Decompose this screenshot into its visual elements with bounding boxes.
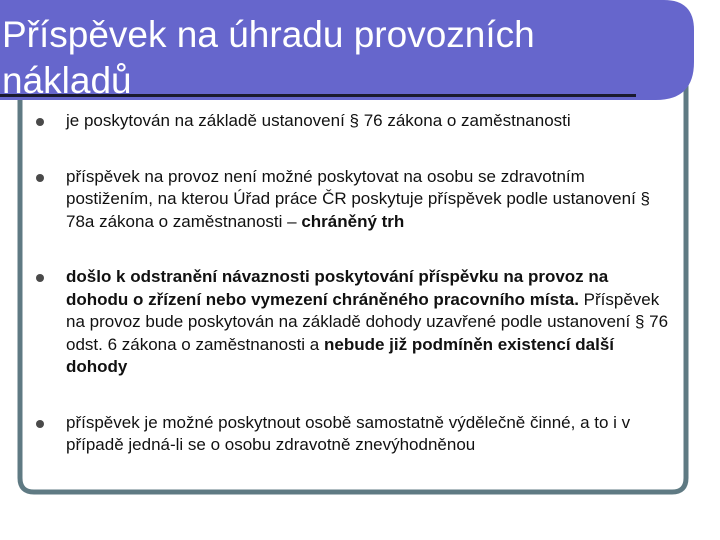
bullet-text: Příspěvek na provoz bude poskytován na základě dohody uzavřené podle ustanovení § 76 odst. 6 zákona o zaměstnanosti a bbox=[66, 289, 669, 354]
bullet-item-legal-basis bbox=[34, 110, 674, 133]
bullet-text-bold: došlo k odstranění návaznosti poskytování příspěvku na provoz na dohodu o zřízení nebo vymezení chráněného pracovního místa. bbox=[66, 267, 609, 309]
bullet-item-self-employed bbox=[34, 412, 674, 457]
bullet-item-agreement bbox=[34, 266, 674, 379]
bullet-item-restriction bbox=[34, 166, 674, 234]
bullet-text-bold: chráněný trh bbox=[301, 211, 405, 231]
bullet-list bbox=[34, 110, 674, 457]
bullet-text: příspěvek na provoz není možné poskytovat na osobu se zdravotním postižením, na kterou Úřad práce ČR poskytuje příspěvek podle ustanovení § 78a zákona o zaměstnanosti – bbox=[66, 166, 650, 231]
bullet-dot-icon bbox=[36, 174, 44, 182]
bullet-dot-icon bbox=[36, 274, 44, 282]
bullet-dot-icon bbox=[36, 420, 44, 428]
bullet-text: příspěvek je možné poskytnout osobě samostatně výdělečně činné, a to i v případě jedná-li se o osobu zdravotně znevýhodněnou bbox=[66, 412, 631, 454]
slide-title: Příspěvek na úhradu provozních nákladů bbox=[2, 14, 535, 101]
bullet-text: je poskytován na základě ustanovení § 76 zákona o zaměstnanosti bbox=[66, 111, 571, 130]
bullet-dot-icon bbox=[36, 118, 44, 126]
bullet-text-bold: nebude již podmíněn existencí další dohody bbox=[66, 334, 615, 376]
